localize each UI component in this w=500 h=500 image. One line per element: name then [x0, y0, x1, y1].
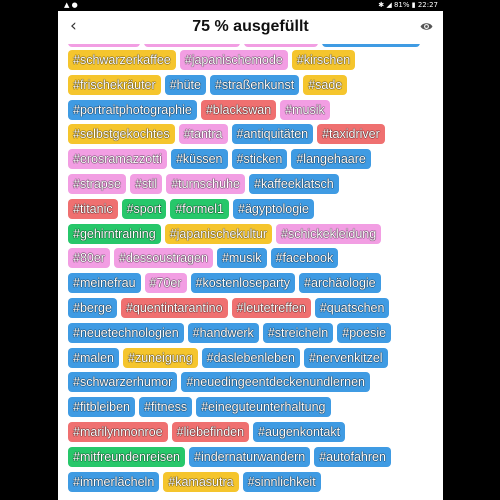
tag-row — [68, 273, 443, 293]
tag-chip[interactable]: #dessoustragen — [114, 248, 213, 268]
tag-row — [68, 372, 443, 392]
battery-icon: ▮ — [409, 1, 418, 9]
tag-chip[interactable]: #eineguteunterhaltung — [196, 397, 330, 417]
tag-chip[interactable]: #indernaturwandern — [189, 447, 310, 467]
tag-chip[interactable]: #schwarzerkaffee — [68, 50, 176, 70]
tag-chip[interactable]: #berge — [68, 298, 117, 318]
tag-chip[interactable]: #sade — [303, 75, 347, 95]
tag-chip[interactable]: #turnschuhe — [166, 174, 245, 194]
tag-chip[interactable]: #straßenkunst — [210, 75, 299, 95]
tag-chip[interactable]: #80er — [68, 248, 110, 268]
tag-chip[interactable]: #quatschen — [315, 298, 390, 318]
tag-chip[interactable]: #autofahren — [314, 447, 391, 467]
tag-chip[interactable]: #gehirntraining — [68, 224, 161, 244]
tag-chip[interactable]: #immerlächeln — [68, 472, 159, 492]
tag-chip[interactable]: #poesie — [337, 323, 391, 343]
tag-rows — [68, 50, 443, 492]
battery-level: 81% — [393, 1, 410, 9]
tag-chip[interactable]: #sticken — [232, 149, 288, 169]
tag-chip[interactable]: #japanischemode — [180, 50, 288, 70]
tag-row — [68, 174, 443, 194]
tag-row — [68, 224, 443, 244]
tag-chip[interactable]: #frischekräuter — [68, 75, 161, 95]
tag-row — [68, 50, 443, 70]
tag-chip[interactable]: #ägyptologie — [233, 199, 314, 219]
notification-icons: ▲ ● — [64, 1, 78, 9]
back-arrow-icon[interactable]: ‹ — [70, 16, 77, 36]
tag-chip[interactable]: #sport — [122, 199, 167, 219]
tag-row — [68, 397, 443, 417]
tag-chip[interactable]: #portraitphotographie — [68, 100, 197, 120]
tag-chip[interactable]: #mitfreundenreisen — [68, 447, 185, 467]
tag-chip[interactable]: #musik — [217, 248, 267, 268]
tag-chip[interactable]: #formel1 — [170, 199, 229, 219]
clock: 22:27 — [417, 1, 438, 9]
tag-chip[interactable]: #titanic — [68, 199, 118, 219]
tag-row — [68, 124, 443, 144]
tag-chip[interactable]: #marilynmonroe — [68, 422, 168, 442]
tag-cloud — [68, 39, 443, 496]
tag-chip[interactable]: #japanischekultur — [165, 224, 272, 244]
tag-chip[interactable]: #kaffeeklatsch — [249, 174, 339, 194]
tag-chip[interactable]: #nervenkitzel — [304, 348, 388, 368]
tag-row — [68, 298, 443, 318]
tag-chip[interactable]: #70er — [145, 273, 187, 293]
tag-chip[interactable]: #selbstgekochtes — [68, 124, 175, 144]
tag-chip[interactable]: #antiquitäten — [232, 124, 314, 144]
tag-row — [68, 199, 443, 219]
tag-chip[interactable]: #handwerk — [188, 323, 259, 343]
status-bar — [0, 0, 500, 11]
tag-chip[interactable]: #kostenloseparty — [191, 273, 296, 293]
tag-row — [68, 100, 443, 120]
tag-chip[interactable]: #strapse — [68, 174, 126, 194]
tag-row — [68, 75, 443, 95]
app-screen — [58, 11, 443, 500]
tag-chip[interactable]: #facebook — [271, 248, 339, 268]
tag-chip[interactable]: #blackswan — [201, 100, 276, 120]
tag-chip[interactable]: #neuedingeentdeckenundlernen — [181, 372, 370, 392]
tag-chip[interactable]: #schwarzerhumor — [68, 372, 177, 392]
app-header — [58, 11, 443, 44]
status-right — [378, 0, 438, 11]
tag-chip[interactable]: #neuetechnologien — [68, 323, 184, 343]
tag-chip[interactable]: #fitness — [139, 397, 192, 417]
tag-chip[interactable]: #fitbleiben — [68, 397, 135, 417]
tag-row — [68, 149, 443, 169]
tag-row — [68, 472, 443, 492]
tag-chip[interactable]: #musik — [280, 100, 330, 120]
tag-chip[interactable]: #kirschen — [292, 50, 356, 70]
tag-chip[interactable]: #langehaare — [291, 149, 371, 169]
tag-row — [68, 348, 443, 368]
tag-chip[interactable]: #meinefrau — [68, 273, 141, 293]
tag-row — [68, 422, 443, 442]
tag-chip[interactable]: #tantra — [179, 124, 228, 144]
tag-chip[interactable]: #hüte — [165, 75, 206, 95]
tag-chip[interactable]: #taxidriver — [317, 124, 385, 144]
tag-chip[interactable]: #schickekleidung — [276, 224, 381, 244]
tag-chip[interactable]: #streicheln — [263, 323, 333, 343]
tag-row — [68, 323, 443, 343]
page-title: 75 % ausgefüllt — [192, 18, 309, 35]
tag-chip[interactable]: #daslebenleben — [202, 348, 300, 368]
tag-chip[interactable]: #archäologie — [299, 273, 381, 293]
tag-chip[interactable]: #quentintarantino — [121, 298, 228, 318]
tag-chip[interactable]: #küssen — [171, 149, 228, 169]
tag-chip[interactable]: #leutetreffen — [232, 298, 311, 318]
tag-chip[interactable]: #augenkontakt — [253, 422, 345, 442]
tag-chip[interactable]: #zuneigung — [123, 348, 198, 368]
tag-chip[interactable]: #malen — [68, 348, 119, 368]
tag-chip[interactable]: #liebefinden — [172, 422, 249, 442]
tag-chip[interactable]: #sinnlichkeit — [243, 472, 321, 492]
tag-chip[interactable]: #stil — [130, 174, 162, 194]
eye-icon[interactable] — [420, 20, 433, 33]
tag-chip[interactable]: #erosramazzotti — [68, 149, 167, 169]
tag-chip[interactable]: #kamasutra — [163, 472, 238, 492]
signal-icon: ✱ ◢ — [378, 1, 394, 9]
tag-row — [68, 248, 443, 268]
tag-row — [68, 447, 443, 467]
